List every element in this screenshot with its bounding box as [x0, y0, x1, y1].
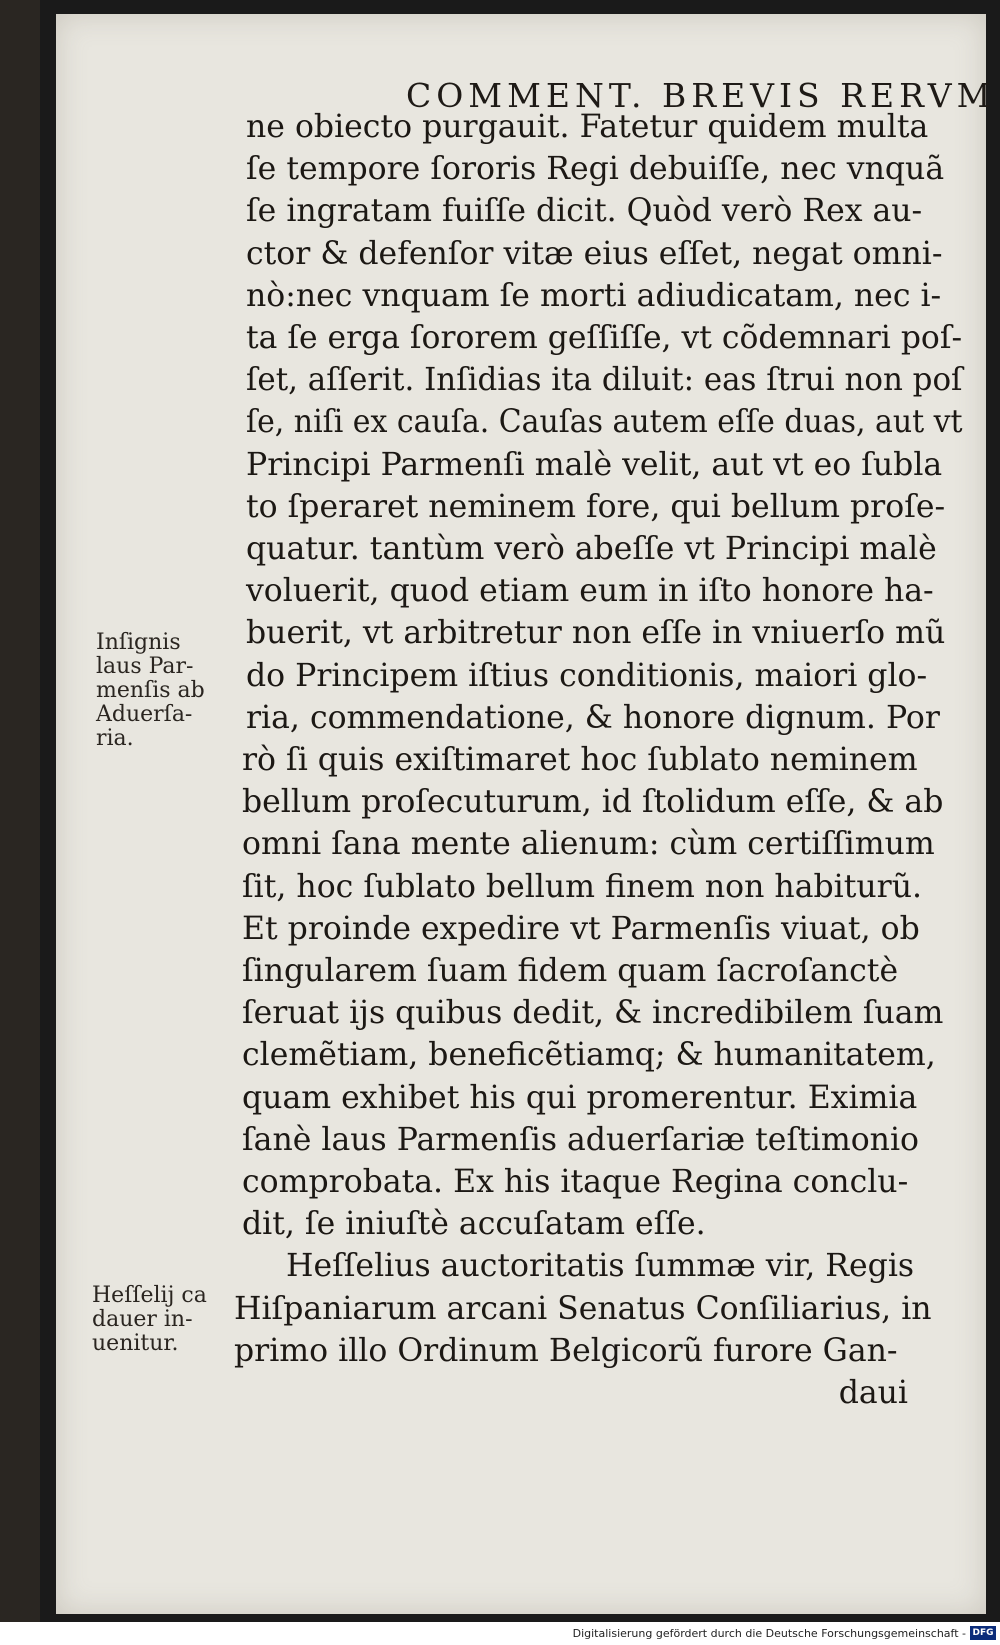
body-line: ne obiecto purgauit. Fatetur quidem multa [246, 109, 929, 145]
body-line: ctor & defenſor vitæ eius eſſet, negat omni- [246, 235, 943, 272]
book-page [56, 14, 996, 1614]
body-line: ſet, aſſerit. Inſidias ita diluit: eas ſtrui non poſ [246, 362, 963, 399]
body-line: clemẽtiam, beneficẽtiamq; & humanitatem, [242, 1037, 936, 1074]
body-line: ſeruat ijs quibus dedit, & incredibilem ſuam [242, 995, 944, 1032]
margin-note-hesselius [92, 1284, 207, 1356]
body-line: ta ſe erga ſororem geſſiſſe, vt cõdemnari poſ- [246, 320, 963, 356]
body-line: daui [838, 1375, 908, 1411]
body-line: Principi Parmenſi malè velit, aut vt eo ſubla [246, 446, 943, 483]
body-line: ſe tempore ſororis Regi debuiſſe, nec vnquã [246, 151, 945, 188]
body-line: Heſſelius auctoritatis ſummæ vir, Regis [286, 1248, 915, 1285]
body-line: nò:nec vnquam ſe morti adiudicatam, nec i- [246, 277, 942, 314]
body-line: omni ſana mente alienum: cùm certiſſimum [242, 826, 935, 863]
margin-note-line: dauer in- [92, 1307, 193, 1332]
running-head: COMMENT. BREVIS RERVM [406, 76, 996, 115]
body-line: do Principem iſtius conditionis, maiori glo- [246, 657, 928, 694]
body-line: ſingularem ſuam fidem quam ſacroſanctè [242, 953, 899, 989]
dfg-logo: DFG [970, 1626, 996, 1640]
body-line: Et proinde expedire vt Parmenſis viuat, ob [242, 910, 920, 947]
body-line: dit, ſe iniuſtè accuſatam eſſe. [242, 1206, 706, 1243]
book-binding [0, 0, 40, 1622]
margin-note-line: menſis ab [96, 678, 205, 703]
body-line: quam exhibet his qui promerentur. Eximia [242, 1079, 918, 1116]
margin-note-line: Inſignis [96, 630, 181, 655]
margin-note-line: laus Par- [96, 654, 194, 679]
body-line: buerit, vt arbitretur non eſſe in vniuerſo mũ [246, 615, 946, 652]
body-line: comprobata. Ex his itaque Regina conclu- [242, 1164, 909, 1200]
margin-note-line: Heſſelij ca [92, 1283, 207, 1308]
margin-note-line: uenitur. [92, 1331, 179, 1356]
body-line: quatur. tantùm verò abeſſe vt Principi malè [246, 531, 937, 567]
body-line: ſe ingratam fuiſſe dicit. Quòd verò Rex au- [246, 193, 923, 230]
funding-credit: Digitalisierung gefördert durch die Deutsche Forschungsgemeinschaft - [572, 1627, 966, 1640]
body-line: rò ſi quis exiſtimaret hoc ſublato neminem [242, 742, 918, 778]
body-line: ſit, hoc ſublato bellum finem non habiturũ. [242, 868, 923, 905]
footer-strip [0, 1622, 1000, 1645]
margin-note-line: Aduerſa- [96, 702, 193, 727]
margin-note-praise [96, 631, 205, 751]
body-line: to ſperaret neminem fore, qui bellum proſe- [246, 488, 946, 525]
body-line: voluerit, quod etiam eum in iſto honore ha- [246, 573, 934, 610]
body-line: primo illo Ordinum Belgicorũ furore Gan- [234, 1332, 898, 1369]
body-line: Hiſpaniarum arcani Senatus Conſiliarius, in [234, 1290, 932, 1327]
body-line: ſanè laus Parmenſis aduerſariæ teſtimonio [242, 1121, 920, 1158]
body-line: ſe, niſi ex cauſa. Cauſas autem eſſe duas, aut vt [246, 404, 963, 441]
body-line: ria, commendatione, & honore dignum. Por [246, 699, 940, 736]
body-line: bellum proſecuturum, id ſtolidum eſſe, & ab [242, 784, 944, 821]
margin-note-line: ria. [96, 726, 134, 751]
